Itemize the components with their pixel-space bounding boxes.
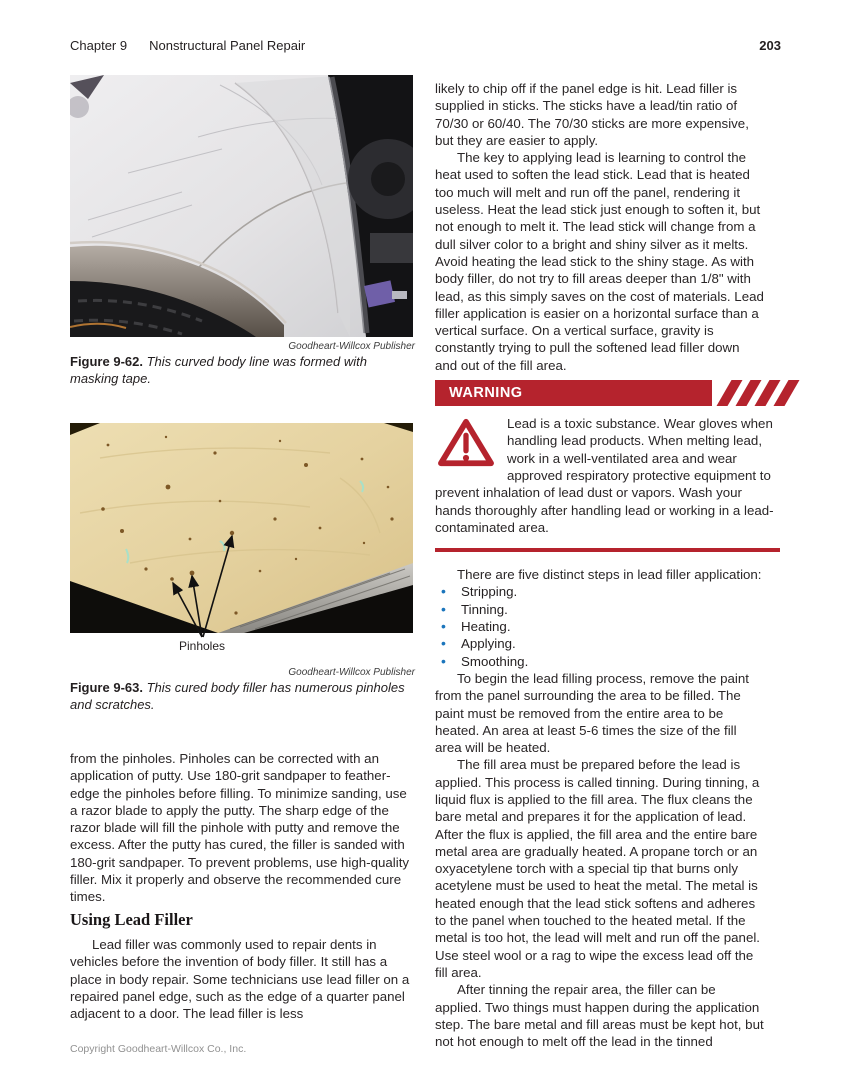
warning-text: Lead is a toxic substance. Wear gloves when handling lead products. When melting lead, work in a well-ventilated area and wear approved respiratory protective equipment to prevent inhalation of lead dust or vapors. Wash your hands thoroughly after handling lead or working in a lead-contaminated area.: [435, 416, 774, 535]
right-column: [435, 80, 800, 1050]
running-head: [70, 38, 781, 53]
paragraph-after-tinning: After tinning the repair area, the filler can be applied. Two things must happen during the application step. The bare metal and fill areas must be kept hot, but not hot enough to melt off the lead in the tinned: [435, 982, 764, 1050]
light-sliver: [392, 291, 407, 299]
warning-hazard-stripes-icon: [724, 380, 800, 406]
list-item-label: Stripping.: [461, 584, 518, 600]
list-item-stripping: [435, 583, 800, 600]
warning-triangle-icon: [437, 417, 495, 469]
figure-63: [70, 423, 415, 713]
list-item-label: Smoothing.: [461, 653, 529, 669]
paragraph-pinhole-correction: from the pinholes. Pinholes can be corrected with an application of putty. Use 180-grit sandpaper to feather-edge the pinholes before filling. To minimize sanding, use a razor blade to apply the putty. The sharp edge of the razor blade will fill the pinhole with putty and remove the excess. After the putty has cured, the filler is sanded with 180-grit sandpaper. To prevent problems, use high-quality filler. Mix it properly and observe the recommended cure times.: [70, 751, 410, 905]
list-item-smoothing: [435, 653, 800, 670]
list-item-label: Tinning.: [461, 601, 508, 617]
figure-63-credit: Goodheart-Willcox Publisher: [288, 667, 415, 678]
interior-shadow-shape: [370, 233, 413, 263]
figure-62-label: Figure 9-62.: [70, 354, 143, 369]
section-heading-using-lead-filler: Using Lead Filler: [70, 910, 193, 929]
figure-62: [70, 75, 415, 387]
list-item-label: Heating.: [461, 619, 511, 635]
figure-62-photo-quarter-panel: [70, 75, 413, 337]
lead-filler-steps-list: [435, 583, 800, 669]
paragraph-five-steps: There are five distinct steps in lead filler application:: [457, 567, 762, 583]
bullet-icon: •: [441, 652, 446, 669]
bullet-icon: •: [441, 635, 446, 652]
figure-62-caption: [70, 354, 415, 387]
list-item-applying: [435, 635, 800, 652]
warning-body: [435, 415, 780, 536]
warning-bottom-rule: [435, 548, 780, 552]
warning-title: WARNING: [435, 380, 712, 406]
bullet-icon: •: [441, 618, 446, 635]
page-number: 203: [759, 38, 781, 53]
figure-63-label: Figure 9-63.: [70, 680, 143, 695]
list-item-heating: [435, 618, 800, 635]
figure-63-caption-text: This cured body filler has numerous pinholes and scratches.: [70, 680, 405, 712]
figure-62-caption-text: This curved body line was formed with masking tape.: [70, 354, 367, 386]
warning-box: [435, 380, 800, 552]
paragraph-lead-sticks: likely to chip off if the panel edge is hit. Lead filler is supplied in sticks. The sticks have a lead/tin ratio of 70/30 or 60/40. The 70/30 sticks are more expensive, but they are easier to apply.: [435, 81, 749, 148]
warning-header: [435, 380, 800, 406]
figure-63-caption: [70, 680, 415, 713]
pinholes-annotation: Pinholes: [178, 639, 226, 653]
bullet-icon: •: [441, 600, 446, 617]
figure-62-credit: Goodheart-Willcox Publisher: [288, 341, 415, 352]
bullet-icon: •: [441, 583, 446, 600]
paragraph-heat-control: The key to applying lead is learning to control the heat used to soften the lead stick. Lead that is heated too much will melt and run off the panel, rendering it useless. Heat the lead stick just enough to soften it, but not enough to melt it. The lead stick will change from a dull silver color to a bright and shiny silver as it melts. Avoid heating the lead stick to the shiny stage. As with body filler, do not try to fill areas deeper than 1/8" with lead, as this simply saves on the cost of materials. Lead filler application is easier on a horizontal surface than a vertical surface. On a vertical surface, gravity is constantly trying to pull the softened lead filler down and out of the fill area.: [435, 150, 764, 373]
list-item-label: Applying.: [461, 636, 516, 652]
paragraph-lead-filler-intro: Lead filler was commonly used to repair dents in vehicles before the invention of body filler. It still has a place in body repair. Some technicians use lead filler on a repaired panel edge, such as the edge of a quarter panel adjacent to a door. The lead filler is less: [70, 937, 410, 1022]
paragraph-tinning-process: The fill area must be prepared before the lead is applied. This process is called tinning. During tinning, a liquid flux is applied to the fill area. The flux cleans the bare metal and prepares it for the application of lead. After the flux is applied, the fill area and the entire bare metal area are gradually heated. A propane torch or an oxyacetylene torch with a special tip that burns only acetylene must be used to heat the metal. The metal is heated enough that the lead stick softens and adheres to the panel when touched to the heated metal. If the metal is too hot, the lead will melt and run off the panel. Use steel wool or a rag to wipe the excess lead off the fill area.: [435, 757, 760, 980]
figure-63-photo-body-filler: [70, 423, 413, 633]
copyright-notice: Copyright Goodheart-Willcox Co., Inc.: [70, 1043, 247, 1055]
list-item-tinning: [435, 601, 800, 618]
chapter-number: Chapter 9: [70, 38, 128, 53]
inner-wheel-hub: [371, 162, 405, 196]
paragraph-begin-process: To begin the lead filling process, remove the paint from the panel surrounding the area to be filled. The paint must be removed from the entire area to be heated. An area at least 5-6 times the size of the fill area will be heated.: [435, 670, 749, 756]
chapter-title: Nonstructural Panel Repair: [149, 38, 306, 53]
